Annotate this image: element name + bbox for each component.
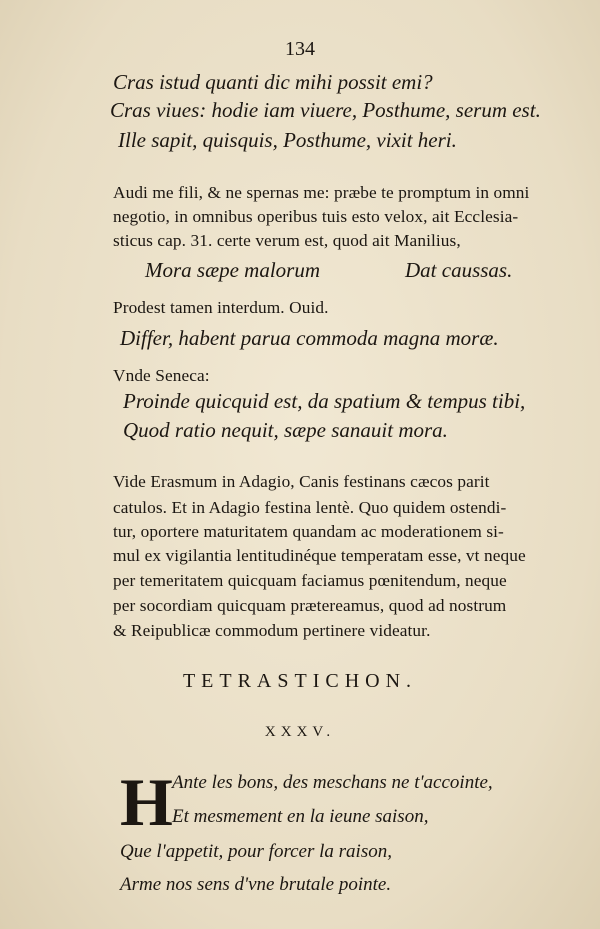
verse-line: Quod ratio nequit, sæpe sanauit mora.	[123, 418, 448, 442]
prose-line: per temeritatem quicquam faciamus pœnitendum, neque	[113, 571, 507, 590]
verse-line: Differ, habent parua commoda magna moræ.	[120, 326, 499, 350]
prose-line: tur, oportere maturitatem quandam ac moderationem si-	[113, 522, 504, 541]
verse-line: Cras istud quanti dic mihi possit emi?	[113, 70, 433, 94]
verse-line: Dat caussas.	[405, 258, 513, 282]
verse-line: Proinde quicquid est, da spatium & tempus tibi,	[123, 389, 526, 413]
prose-line: Vnde Seneca:	[113, 366, 210, 385]
prose-line: & Reipublicæ commodum pertinere videatur.	[113, 621, 431, 640]
prose-line: Vide Erasmum in Adagio, Canis festinans cæcos parit	[113, 472, 490, 491]
prose-line: mul ex vigilantia lentitudinéque temperatam esse, vt neque	[113, 546, 526, 565]
verse-line: Ille sapit, quisquis, Posthume, vixit heri.	[118, 128, 457, 152]
prose-line: Audi me fili, & ne spernas me: præbe te promptum in omni	[113, 183, 530, 202]
prose-line: negotio, in omnibus operibus tuis esto velox, ait Ecclesia-	[113, 207, 519, 226]
quatrain-line: Arme nos sens d'vne brutale pointe.	[120, 874, 392, 895]
verse-line: Mora sæpe malorum	[145, 258, 321, 282]
prose-line: Prodest tamen interdum. Ouid.	[113, 298, 329, 317]
section-heading: TETRASTICHON.	[182, 670, 418, 692]
verse-line: Cras viues: hodie iam viuere, Posthume, serum est.	[110, 98, 541, 122]
prose-line: sticus cap. 31. certe verum est, quod ait Manilius,	[113, 231, 461, 250]
prose-line: catulos. Et in Adagio festina lentè. Quo quidem ostendi-	[113, 498, 507, 517]
drop-capital: H	[120, 764, 173, 840]
quatrain-line: Que l'appetit, pour forcer la raison,	[120, 841, 392, 862]
prose-line: per socordiam quicquam prætereamus, quod ad nostrum	[113, 596, 507, 615]
quatrain-line: Ante les bons, des meschans ne t'accointe,	[172, 772, 493, 793]
page-number: 134	[285, 38, 315, 60]
quatrain-line: Et mesmement en la ieune saison,	[172, 806, 429, 827]
section-numeral: XXXV.	[264, 724, 336, 740]
